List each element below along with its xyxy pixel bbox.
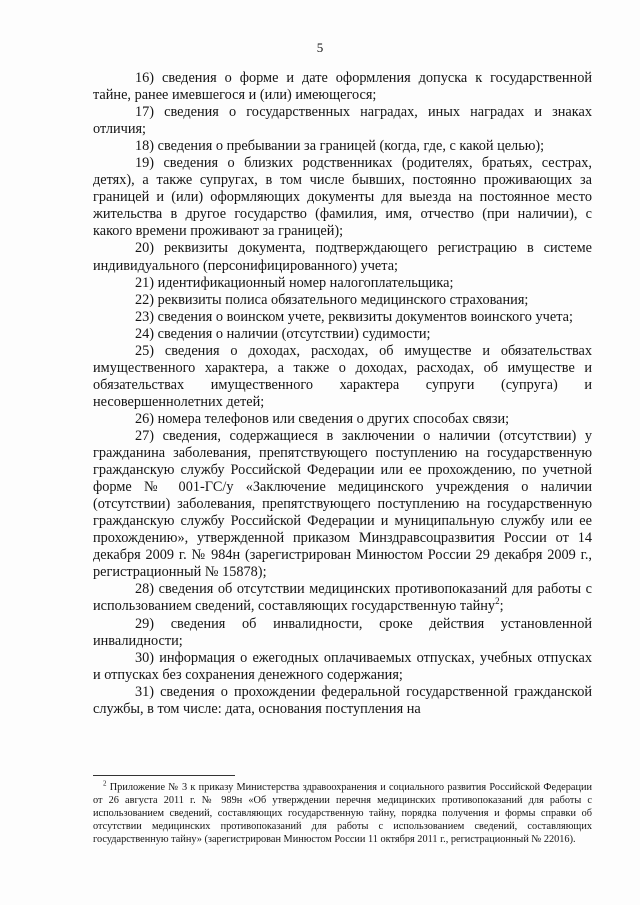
paragraph: 17) сведения о государственных наградах, иных наградах и знаках отличия;	[93, 104, 592, 138]
paragraph: 29) сведения об инвалидности, сроке действия установленной инвалидности;	[93, 615, 592, 649]
footnote-reference[interactable]: 2	[495, 596, 500, 607]
paragraph: 22) реквизиты полиса обязательного медицинского страхования;	[135, 291, 529, 308]
paragraph: 21) идентификационный номер налогоплательщика;	[135, 274, 454, 291]
footnote-divider	[93, 775, 235, 776]
paragraph: 24) сведения о наличии (отсутствии) судимости;	[135, 325, 431, 342]
paragraph: 18) сведения о пребывании за границей (когда, где, с какой целью);	[135, 138, 545, 155]
footnote-text: Приложение № 3 к приказу Министерства здравоохранения и социального развития Российской Федерации от 26 августа 2011 г. № 989н «Об утверждении перечня медицинских противопоказаний для работы с использованием сведений, составляющих государственную тайну, порядка получения и формы справки об отсутствии медицинских противопоказаний для работы с использованием сведений, составляющих государственную тайну» (зарегистрирован Минюстом России 11 октября 2011 г., регистрационный № 22016).	[93, 782, 592, 845]
paragraph: 31) сведения о прохождении федеральной государственной гражданской службы, в том числе: дата, основания поступления на	[93, 683, 592, 717]
paragraph: 26) номера телефонов или сведения о других способах связи;	[135, 410, 510, 427]
paragraph: 23) сведения о воинском учете, реквизиты документов воинского учета;	[135, 308, 573, 325]
page-number: 5	[316, 40, 324, 55]
footnote	[93, 781, 592, 846]
paragraph: 16) сведения о форме и дате оформления допуска к государственной тайне, ранее имевшегося и (или) имеющегося;	[93, 70, 592, 104]
paragraph: 19) сведения о близких родственниках (родителях, братьях, сестрах, детях), а также супругах, в том числе бывших, постоянно проживающих за границей и (или) оформляющих документы для выезда на постоянное место жительства в другое государство (фамилия, имя, отчество (при наличии), с какого времени проживают за границей);	[93, 155, 592, 240]
paragraph: 28) сведения об отсутствии медицинских противопоказаний для работы с использованием сведений, составляющих государственную тайну$^2$;	[93, 581, 592, 615]
paragraph: 27) сведения, содержащиеся в заключении о наличии (отсутствии) у гражданина заболевания, препятствующего поступлению на государственную гражданскую службу Российской Федерации или ее прохождению, по учетной форме № 001-ГС/у «Заключение медицинского учреждения о наличии (отсутствии) заболевания, препятствующего поступлению на государственную гражданскую службу Российской Федерации и муниципальную службу или ее прохождению», утвержденной приказом Минздравсоцразвития России от 14 декабря 2009 г. № 984н (зарегистрирован Минюстом России 29 декабря 2009 г., регистрационный № 15878);	[93, 427, 592, 581]
paragraph: 30) информация о ежегодных оплачиваемых отпусках, учебных отпусках и отпусках без сохранения денежного содержания;	[93, 649, 592, 683]
paragraph: 25) сведения о доходах, расходах, об имуществе и обязательствах имущественного характера, а также о доходах, расходах, об имуществе и обязательствах имущественного характера супруги (супруга) и несовершеннолетних детей;	[93, 342, 592, 410]
footnote-marker: 2	[103, 779, 107, 788]
body-text	[93, 70, 592, 718]
paragraph: 20) реквизиты документа, подтверждающего регистрацию в системе индивидуального (персонифицированного) учета;	[93, 240, 592, 274]
